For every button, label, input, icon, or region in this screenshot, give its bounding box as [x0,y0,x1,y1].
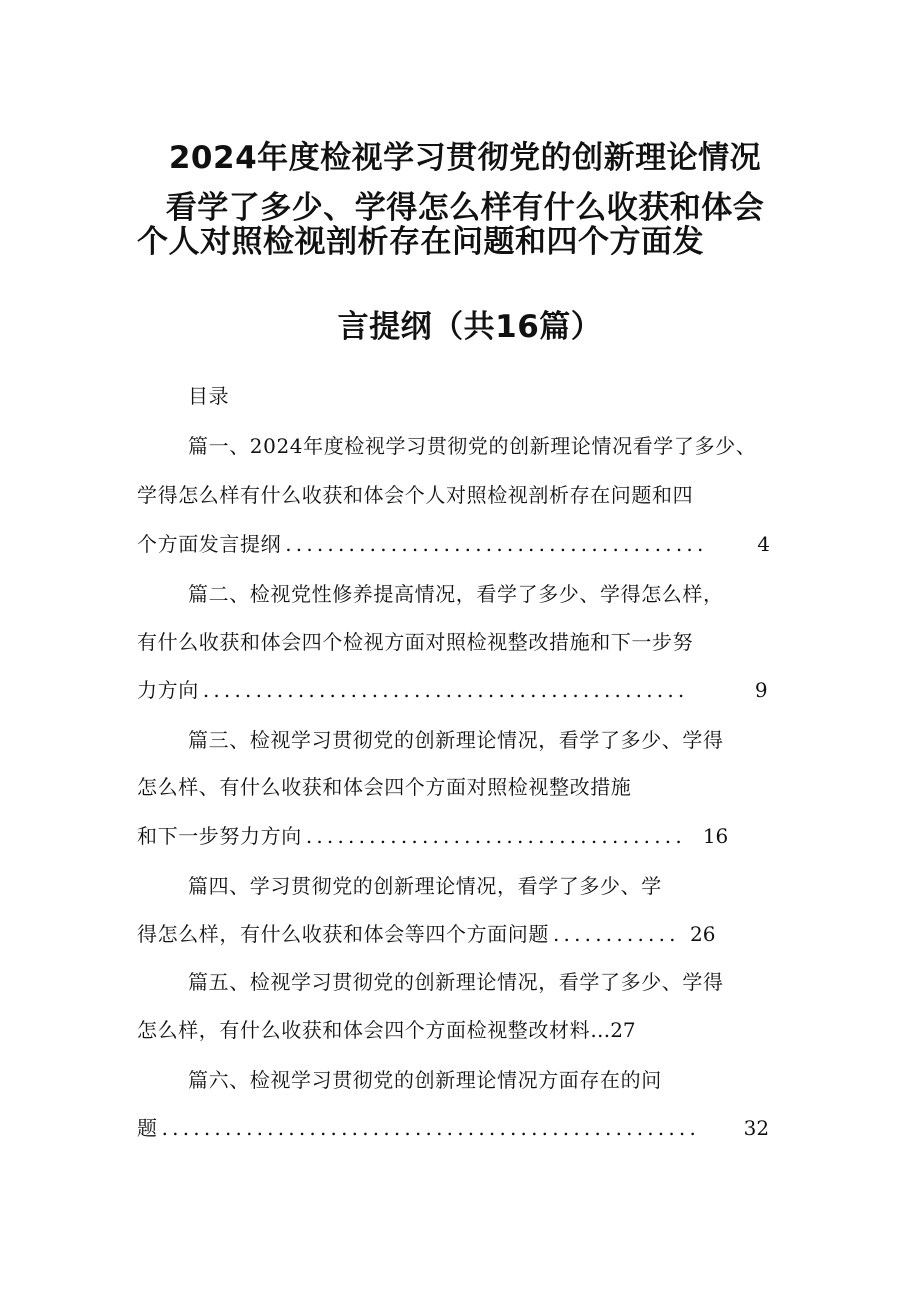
toc-label: 目录 [188,384,230,408]
toc-entry-3[interactable] [137,822,728,850]
toc-entry-4-dot-leader: ............ [553,922,680,946]
toc-entry-2-line-1: 篇二、检视党性修养提高情况，看学了多少、学得怎么样， [188,582,724,606]
toc-entry-3-title-end: 和下一步努力方向 [137,824,302,848]
toc-entry-3-line-2: 怎么样、有什么收获和体会四个方面对照检视整改措施 [137,775,632,799]
toc-entry-2-page-number: 9 [754,678,768,702]
toc-entry-5[interactable] [137,1016,636,1044]
toc-entry-2-title-end: 力方向 [137,678,199,702]
title-line-1: 2024年度检视学习贯彻党的创新理论情况 [168,140,762,176]
toc-entry-1-dot-leader: ........................................ [285,532,708,556]
toc-entry-6-title-end: 题 [137,1116,158,1140]
toc-entry-4-line-1: 篇四、学习贯彻党的创新理论情况，看学了多少、学 [188,874,662,898]
title-line-2: 看学了多少、学得怎么样有什么收获和体会 [165,190,765,226]
toc-entry-3-dot-leader: .................................... [305,824,686,848]
toc-entry-3-page-number: 16 [702,824,729,848]
toc-entry-5-line-1: 篇五、检视学习贯彻党的创新理论情况，看学了多少、学得 [188,970,724,994]
toc-entry-3-line-1: 篇三、检视学习贯彻党的创新理论情况，看学了多少、学得 [188,728,724,752]
toc-entry-1[interactable] [137,530,770,558]
toc-entry-1-line-2: 学得怎么样有什么收获和体会个人对照检视剖析存在问题和四 [137,483,694,507]
title-line-4: 言提纲（共16篇） [337,309,603,345]
toc-entry-6-page-number: 32 [743,1116,770,1140]
toc-entry-2-line-2: 有什么收获和体会四个检视方面对照检视整改措施和下一步努 [137,630,694,654]
toc-entry-2[interactable] [137,676,768,704]
toc-entry-1-line-1: 篇一、2024年度检视学习贯彻党的创新理论情况看学了多少、 [188,434,757,458]
toc-entry-5-dot-leader: … [590,1018,611,1042]
toc-entry-1-title-end: 个方面发言提纲 [137,532,282,556]
toc-entry-6[interactable] [137,1114,769,1142]
toc-entry-5-title-end: 怎么样，有什么收获和体会四个方面检视整改材料 [137,1018,591,1042]
toc-entry-4-page-number: 26 [690,922,716,946]
toc-entry-6-line-1: 篇六、检视学习贯彻党的创新理论情况方面存在的问 [188,1068,662,1092]
toc-entry-1-page-number: 4 [757,532,770,556]
toc-entry-6-dot-leader: ................................................... [161,1116,701,1140]
toc-entry-5-page-number: 27 [610,1018,636,1042]
toc-entry-4-title-end: 得怎么样，有什么收获和体会等四个方面问题 [137,922,549,946]
toc-entry-2-dot-leader: .............................................. [202,678,689,702]
toc-entry-4[interactable] [137,920,715,948]
title-line-3: 个人对照检视剖析存在问题和四个方面发 [137,224,704,260]
